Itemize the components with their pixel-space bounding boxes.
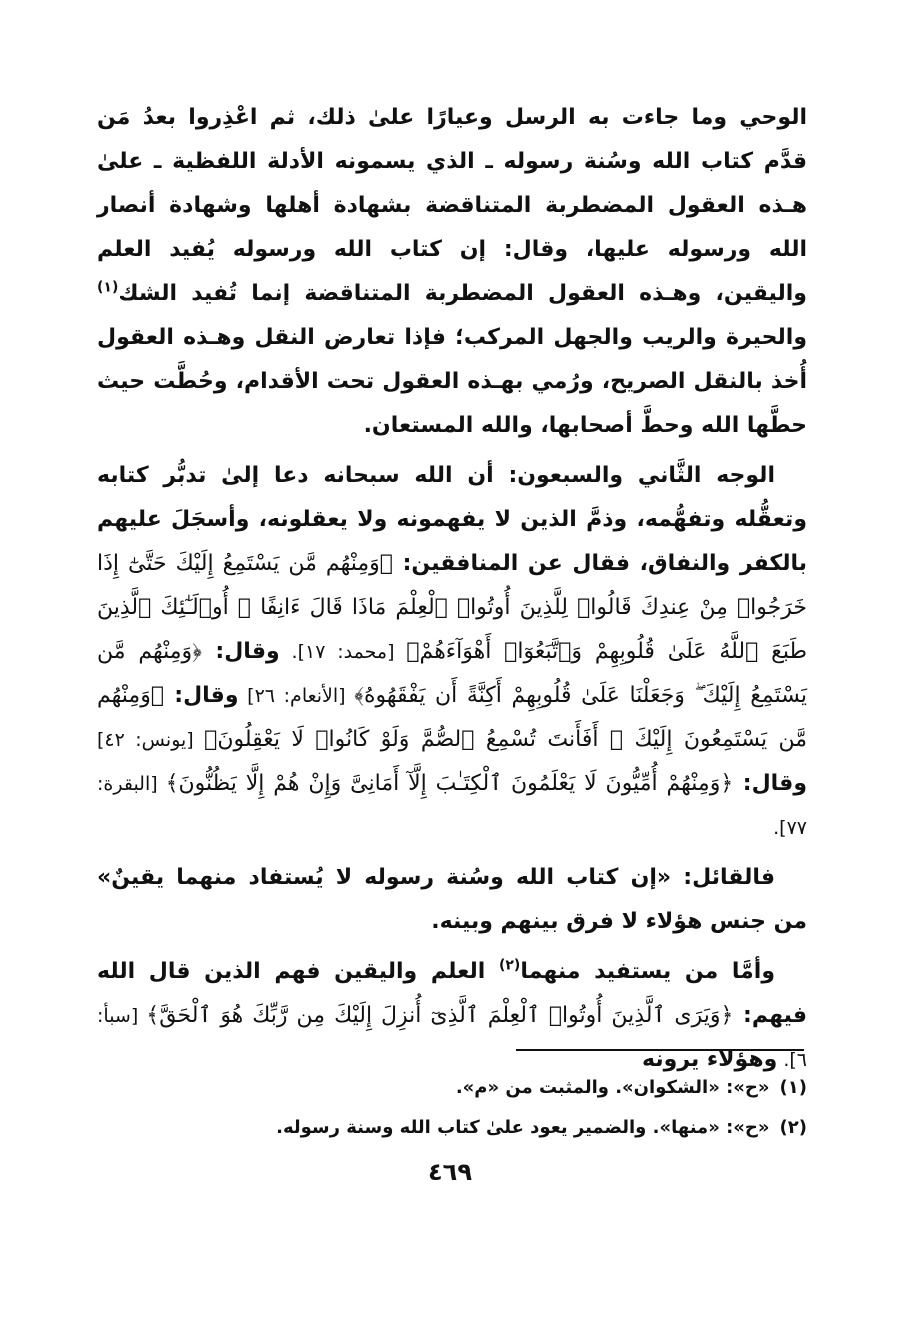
paragraph-4-text-c: وهؤلاء يرونه — [642, 1047, 778, 1072]
footnote-marker-2[interactable]: (٢) — [498, 957, 521, 974]
paragraph-4-text-b: العلم واليقين فهم الذين قال الله فيهم: — [97, 959, 808, 1028]
footnote-2 — [97, 1108, 807, 1148]
footnote-divider — [516, 1049, 804, 1051]
paragraph-2-text-b: وقال: — [201, 639, 280, 664]
paragraph-4 — [97, 950, 807, 1082]
quran-verse-2: ﴿وَمِنْهُم مَّن يَسْتَمِعُ إِلَيْكَ ۖ وَجَعَلْنَا عَلَىٰ قُلُوبِهِمْ أَكِنَّةً أَن يَفْقَهُوهُ﴾ — [97, 639, 808, 708]
verse-reference-2: [الأنعام: ٢٦] — [238, 685, 355, 707]
paragraph-1 — [97, 96, 807, 448]
quran-verse-5: ﴿وَيَرَى ٱلَّذِينَ أُوتُوا۟ ٱلْعِلْمَ ٱلَّذِىٓ أُنزِلَ إِلَيْكَ مِن رَّبِّكَ هُوَ ٱلْحَقَّ﴾ — [146, 1003, 734, 1028]
quran-verse-4: ﴿وَمِنْهُمْ أُمِّيُّونَ لَا يَعْلَمُونَ ٱلْكِتَـٰبَ إِلَّآ أَمَانِىَّ وَإِنْ هُمْ إِلَّا يَظُنُّونَ﴾ — [165, 771, 734, 796]
paragraph-2 — [97, 454, 807, 850]
paragraph-3 — [97, 856, 807, 944]
paragraph-4-text-a: وأمَّا من يستفيد منهما — [520, 959, 776, 984]
paragraph-2-text-c: وقال: — [164, 683, 239, 708]
page-body — [97, 96, 807, 1082]
paragraph-1-tail: والحيرة والريب والجهل المركب؛ فإذا تعارض النقل وهـذه العقول أُخذ بالنقل الصريح، ورُمي بهـذه العقول تحت الأقدام، وحُطَّت حيث حطَّها الله وحطَّ أصحابها، والله المستعان. — [97, 325, 807, 438]
paragraph-2-text-d: وقال: — [733, 771, 807, 796]
footnote-2-number: (٢) — [779, 1117, 807, 1138]
quran-verse-1: ﴿وَمِنْهُم مَّن يَسْتَمِعُ إِلَيْكَ حَتَّىٰٓ إِذَا خَرَجُوا۟ مِنْ عِندِكَ قَالُوا۟ لِلَّذِينَ أُوتُوا۟ ٱلْعِلْمَ مَاذَا قَالَ ءَانِفًا ۚ أُو۟لَـٰٓئِكَ ٱلَّذِينَ طَبَعَ ٱللَّهُ عَلَىٰ قُلُوبِهِمْ وَٱتَّبَعُوٓا۟ أَهْوَآءَهُمْ﴾ — [97, 551, 807, 664]
paragraph-1-text: الوحي وما جاءت به الرسل وعيارًا علىٰ ذلك، ثم اعْذِروا بعدُ مَن قدَّم كتاب الله وسُنة رسوله ـ الذي يسمونه الأدلة اللفظية ـ علىٰ هـذه العقول المضطربة المتناقضة بشهادة أهلها وشهادة أنصار الله ورسوله عليها، وقال: إن كتاب الله ورسوله يُفيد العلم واليقين، وهـذه العقول المضطربة المتناقضة إنما تُفيد الشك — [97, 105, 807, 306]
section-heading: الوجه الثَّاني والسبعون: — [508, 463, 775, 488]
footnote-2-text: «ح»: «منها». والضمير يعود علىٰ كتاب الله وسنة رسوله. — [276, 1117, 770, 1138]
verse-reference-1: [محمد: ١٧]. — [279, 641, 407, 663]
paragraph-3-text: فالقائل: «إن كتاب الله وسُنة رسوله لا يُستفاد منهما يقينٌ» من جنس هؤلاء لا فرق بينهم وبينه. — [97, 865, 807, 934]
verse-reference-4: [البقرة: ٧٧]. — [97, 773, 807, 839]
footnote-1 — [97, 1068, 807, 1108]
page-number: ٤٦٩ — [428, 1158, 472, 1186]
quran-verse-3: ﴿وَمِنْهُم مَّن يَسْتَمِعُونَ إِلَيْكَ ۚ أَفَأَنتَ تُسْمِعُ ٱلصُّمَّ وَلَوْ كَانُوا۟ لَا يَعْقِلُونَ﴾ — [97, 683, 807, 752]
footnote-marker-1[interactable]: (١) — [97, 279, 119, 296]
verse-reference-5: [سبأ: ٦]. — [97, 1005, 807, 1071]
footnote-1-text: «ح»: «الشكوان». والمثبت من «م». — [455, 1077, 770, 1098]
verse-reference-3: [يونس: ٤٢] — [97, 729, 205, 751]
footnote-1-number: (١) — [779, 1077, 807, 1098]
paragraph-2-text-a: أن الله سبحانه دعا إلىٰ تدبُّر كتابه وتعقُّله وتفهُّمه، وذمَّ الذين لا يفهمونه ولا يعقلونه، وأسجَلَ عليهم بالكفر والنفاق، فقال عن المنافقين: — [97, 463, 807, 576]
footnotes — [97, 1068, 807, 1148]
